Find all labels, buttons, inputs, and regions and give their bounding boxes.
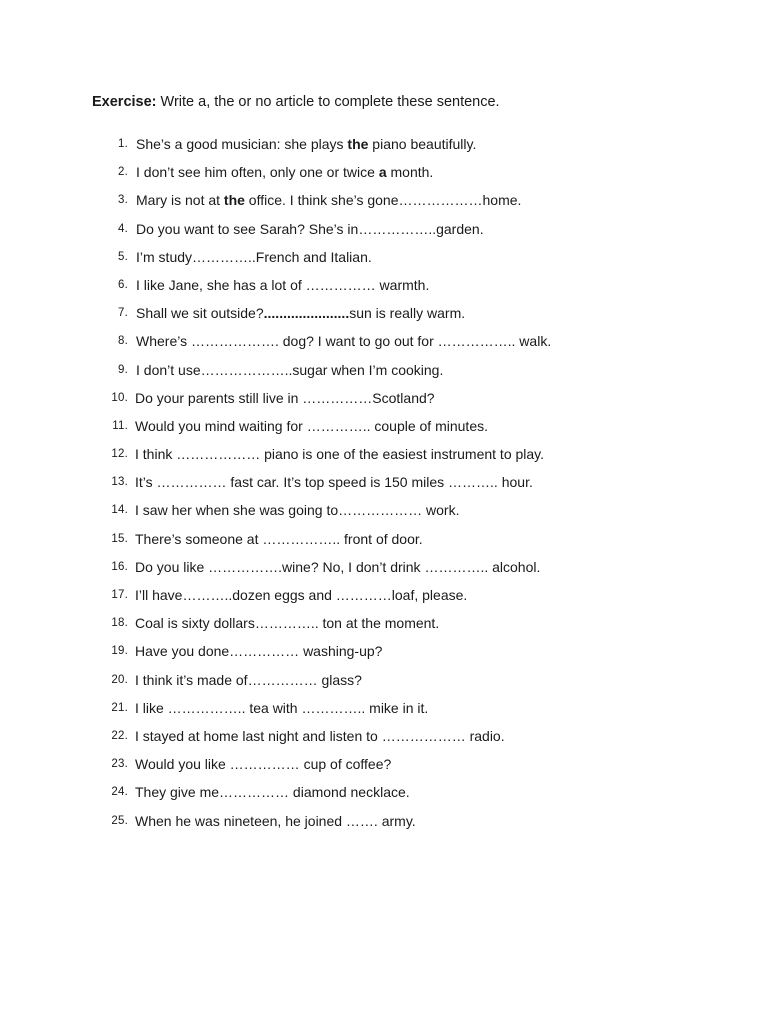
item-number: 22. [111, 729, 128, 742]
item-number: 17. [111, 589, 128, 601]
item-number: 15. [111, 532, 128, 545]
item-sentence [135, 643, 382, 659]
sentence-fragment: I like …………….. tea with ………….. mike in it. [135, 699, 429, 716]
exercise-item [0, 305, 768, 333]
item-sentence [135, 728, 505, 744]
sentence-fragment: month. [386, 164, 434, 181]
sentence-fragment: It’s …………… fast car. It’s top speed is 150 miles ……….. hour. [135, 474, 533, 491]
item-number: 11. [112, 419, 128, 432]
sentence-fragment: I’m study…………..French and Italian. [136, 248, 372, 265]
exercise-item [0, 559, 768, 587]
item-sentence [136, 249, 372, 265]
item-sentence [135, 756, 391, 772]
item-number: 24. [111, 786, 128, 799]
item-number: 12. [111, 448, 128, 461]
sentence-fragment: I saw her when she was going to……………… work. [135, 502, 460, 519]
item-sentence [136, 192, 521, 208]
answer-word: the [223, 192, 245, 209]
sentence-fragment: sun is really warm. [349, 305, 466, 322]
item-sentence [135, 390, 435, 406]
item-sentence [136, 362, 443, 378]
exercise-item [0, 277, 768, 305]
item-sentence [135, 446, 544, 462]
sentence-fragment: Coal is sixty dollars………….. ton at the moment. [135, 615, 440, 632]
sentence-fragment: piano beautifully. [368, 136, 477, 152]
exercise-label: Exercise: [92, 94, 157, 110]
exercise-item [0, 418, 768, 446]
sentence-fragment: Where’s ………………. dog? I want to go out for …………….. walk. [136, 333, 552, 350]
sentence-fragment: When he was nineteen, he joined ……. army. [135, 812, 416, 829]
item-number: 9. [118, 363, 128, 376]
exercise-item [0, 446, 768, 474]
item-number: 1. [118, 138, 128, 150]
item-number: 19. [111, 645, 128, 658]
item-number: 10. [111, 391, 128, 404]
item-sentence [135, 559, 540, 575]
sentence-fragment: I stayed at home last night and listen to ……………… radio. [135, 727, 505, 744]
item-number: 23. [111, 758, 128, 771]
item-sentence [136, 136, 476, 152]
item-number: 16. [111, 560, 128, 573]
item-number: 5. [118, 250, 128, 263]
exercise-item [0, 756, 768, 784]
item-number: 14. [111, 504, 128, 517]
item-sentence [136, 333, 551, 349]
item-number: 13. [111, 476, 128, 489]
sentence-fragment: I don’t use………………..sugar when I’m cooking. [136, 361, 444, 378]
answer-word: ...................... [263, 305, 350, 322]
sentence-fragment: They give me…………… diamond necklace. [135, 784, 410, 801]
exercise-item [0, 587, 768, 615]
sentence-fragment: Do you like …………….wine? No, I don’t drink ………….. alcohol. [135, 558, 541, 575]
sentence-fragment: office. I think she’s gone………………home. [244, 192, 522, 209]
sentence-fragment: I don’t see him often, only one or twice [136, 164, 379, 181]
sentence-fragment: Would you mind waiting for ………….. couple of minutes. [135, 417, 489, 434]
sentence-fragment: I’ll have………..dozen eggs and …………loaf, please. [135, 587, 468, 603]
exercise-item [0, 164, 768, 192]
item-number: 7. [118, 307, 128, 320]
item-sentence [136, 221, 484, 237]
item-number: 25. [111, 814, 128, 827]
item-sentence [135, 813, 416, 829]
sentence-fragment: There’s someone at …………….. front of door. [135, 530, 423, 547]
item-number: 3. [118, 194, 128, 207]
exercise-item [0, 643, 768, 671]
sentence-fragment: Shall we sit outside? [136, 305, 264, 322]
item-sentence [135, 672, 362, 688]
item-sentence [136, 305, 465, 321]
item-number: 21. [111, 701, 128, 714]
exercise-item [0, 390, 768, 418]
exercise-item [0, 615, 768, 643]
item-sentence [135, 784, 410, 800]
exercise-item [0, 192, 768, 220]
exercise-item [0, 700, 768, 728]
item-number: 8. [118, 335, 128, 348]
item-sentence [135, 502, 459, 518]
item-sentence [135, 474, 533, 490]
exercise-item [0, 136, 768, 164]
sentence-fragment: Would you like …………… cup of coffee? [135, 756, 392, 773]
item-sentence [135, 531, 423, 547]
exercise-item [0, 474, 768, 502]
item-sentence [135, 700, 428, 716]
item-number: 2. [118, 166, 128, 179]
answer-word: a [378, 164, 387, 181]
exercise-item [0, 531, 768, 559]
exercise-item [0, 221, 768, 249]
exercise-item [0, 333, 768, 361]
item-sentence [136, 277, 429, 293]
sentence-fragment: Have you done…………… washing-up? [135, 643, 383, 660]
item-sentence [135, 587, 467, 603]
sentence-fragment: Mary is not at [136, 192, 224, 209]
sentence-fragment: I like Jane, she has a lot of …………… warmth. [136, 276, 430, 293]
sentence-fragment: Do you want to see Sarah? She’s in……………..garden. [136, 220, 484, 237]
sentence-fragment: She’s a good musician: she plays [136, 136, 348, 152]
exercise-heading [92, 94, 500, 110]
exercise-list [0, 136, 768, 841]
exercise-item [0, 502, 768, 530]
item-number: 20. [111, 673, 128, 686]
exercise-item [0, 784, 768, 812]
item-sentence [136, 164, 433, 180]
item-sentence [135, 615, 439, 631]
item-number: 18. [111, 617, 128, 630]
item-sentence [135, 418, 488, 434]
exercise-item [0, 728, 768, 756]
exercise-item [0, 362, 768, 390]
sentence-fragment: I think ……………… piano is one of the easiest instrument to play. [135, 446, 545, 463]
exercise-item [0, 249, 768, 277]
item-number: 6. [118, 278, 128, 291]
exercise-item [0, 813, 768, 841]
sentence-fragment: Do your parents still live in ……………Scotland? [135, 389, 435, 406]
item-number: 4. [118, 222, 128, 235]
exercise-item [0, 672, 768, 700]
answer-word: the [347, 136, 369, 152]
exercise-instruction: Write a, the or no article to complete these sentence. [156, 94, 500, 110]
sentence-fragment: I think it’s made of…………… glass? [135, 671, 362, 688]
